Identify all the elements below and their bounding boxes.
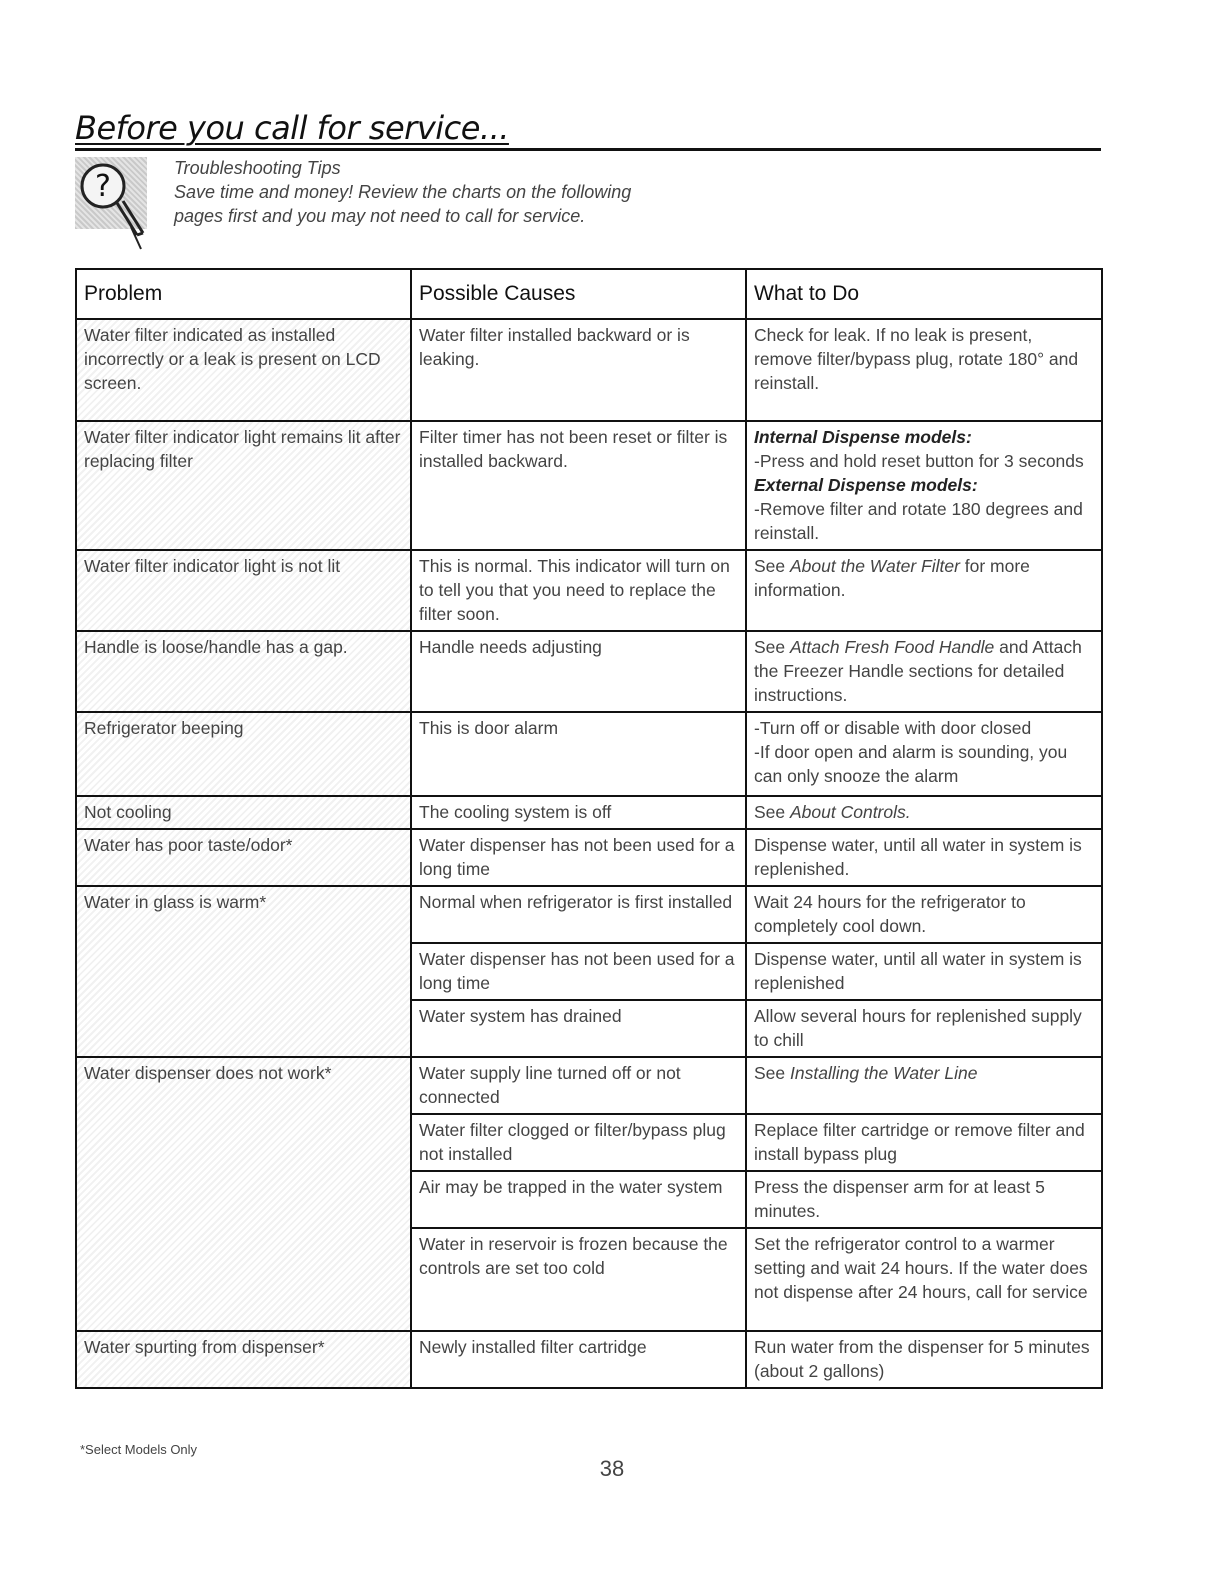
troubleshooting-table: [75, 268, 1103, 1389]
table-row: [76, 886, 1102, 943]
table-row: [76, 631, 1102, 712]
todo-cell: [746, 712, 1102, 796]
problem-cell: Refrigerator beeping: [76, 712, 411, 796]
todo-text: See: [754, 802, 790, 822]
troubleshooting-tips: [174, 156, 774, 228]
problem-cell: Handle is loose/handle has a gap.: [76, 631, 411, 712]
table-row: [76, 319, 1102, 421]
todo-cell: Set the refrigerator control to a warmer setting and wait 24 hours. If the water does not dispense after 24 hours, call for service: [746, 1228, 1102, 1331]
table-row: [76, 550, 1102, 631]
cause-cell: This is door alarm: [411, 712, 746, 796]
cause-cell: The cooling system is off: [411, 796, 746, 829]
cause-cell: Newly installed filter cartridge: [411, 1331, 746, 1388]
cause-cell: Water system has drained: [411, 1000, 746, 1057]
todo-cell: [746, 550, 1102, 631]
footnote: *Select Models Only: [80, 1442, 198, 1457]
todo-cell: Allow several hours for replenished supply to chill: [746, 1000, 1102, 1057]
todo-line: -Turn off or disable with door closed: [754, 718, 1032, 738]
todo-line: -Press and hold reset button for 3 seconds: [754, 451, 1084, 471]
todo-text: See: [754, 1063, 790, 1083]
page-title: Before you call for service...: [75, 108, 1101, 151]
table-row: [76, 1057, 1102, 1114]
todo-cell: [746, 421, 1102, 550]
cause-cell: Water dispenser has not been used for a long time: [411, 829, 746, 886]
todo-heading-internal: Internal Dispense models:: [754, 427, 972, 447]
problem-cell: Not cooling: [76, 796, 411, 829]
todo-cell: Press the dispenser arm for at least 5 minutes.: [746, 1171, 1102, 1228]
todo-reference: Installing the Water Line: [790, 1063, 978, 1083]
todo-cell: Wait 24 hours for the refrigerator to completely cool down.: [746, 886, 1102, 943]
problem-cell: Water filter indicator light is not lit: [76, 550, 411, 631]
column-header-what-to-do: What to Do: [746, 269, 1102, 319]
tips-intro-line2: pages first and you may not need to call for service.: [174, 206, 586, 226]
todo-heading-external: External Dispense models:: [754, 475, 978, 495]
cause-cell: Normal when refrigerator is first installed: [411, 886, 746, 943]
cause-cell: Filter timer has not been reset or filter is installed backward.: [411, 421, 746, 550]
column-header-problem: Problem: [76, 269, 411, 319]
todo-cell: Dispense water, until all water in system is replenished: [746, 943, 1102, 1000]
table-row: [76, 829, 1102, 886]
cause-cell: Water filter clogged or filter/bypass plug not installed: [411, 1114, 746, 1171]
svg-text:?: ?: [95, 169, 111, 204]
table-row: [76, 712, 1102, 796]
cause-cell: This is normal. This indicator will turn on to tell you that you need to replace the filter soon.: [411, 550, 746, 631]
cause-cell: Water supply line turned off or not connected: [411, 1057, 746, 1114]
todo-reference: Attach Fresh Food Handle: [790, 637, 995, 657]
problem-cell: Water in glass is warm*: [76, 886, 411, 1057]
cause-cell: Water filter installed backward or is leaking.: [411, 319, 746, 421]
table-row: [76, 421, 1102, 550]
cause-cell: Handle needs adjusting: [411, 631, 746, 712]
todo-cell: Dispense water, until all water in system is replenished.: [746, 829, 1102, 886]
cause-cell: Water in reservoir is frozen because the controls are set too cold: [411, 1228, 746, 1331]
todo-line: -Remove filter and rotate 180 degrees and reinstall.: [754, 499, 1083, 543]
table-row: [76, 796, 1102, 829]
todo-reference: About Controls.: [790, 802, 911, 822]
cause-cell: Water dispenser has not been used for a long time: [411, 943, 746, 1000]
todo-text: See: [754, 637, 790, 657]
todo-text: and Attach the Freezer Handle sections for detailed instructions.: [754, 637, 1082, 705]
todo-text: for more information.: [754, 556, 1030, 600]
problem-cell: Water filter indicator light remains lit after replacing filter: [76, 421, 411, 550]
todo-cell: Run water from the dispenser for 5 minutes (about 2 gallons): [746, 1331, 1102, 1388]
todo-cell: Check for leak. If no leak is present, remove filter/bypass plug, rotate 180° and reinstall.: [746, 319, 1102, 421]
todo-reference: About the Water Filter: [790, 556, 960, 576]
todo-cell: [746, 796, 1102, 829]
todo-cell: Replace filter cartridge or remove filter and install bypass plug: [746, 1114, 1102, 1171]
cause-cell: Air may be trapped in the water system: [411, 1171, 746, 1228]
todo-line: -If door open and alarm is sounding, you can only snooze the alarm: [754, 742, 1068, 786]
todo-cell: [746, 631, 1102, 712]
problem-cell: Water spurting from dispenser*: [76, 1331, 411, 1388]
page-number: 38: [599, 1456, 625, 1481]
table-row: [76, 1331, 1102, 1388]
problem-cell: Water filter indicated as installed incorrectly or a leak is present on LCD screen.: [76, 319, 411, 421]
table-header-row: [76, 269, 1102, 319]
tips-subtitle: Troubleshooting Tips: [174, 158, 341, 178]
problem-cell: Water dispenser does not work*: [76, 1057, 411, 1331]
todo-text: See: [754, 556, 790, 576]
column-header-causes: Possible Causes: [411, 269, 746, 319]
tips-intro-line1: Save time and money! Review the charts on the following: [174, 182, 632, 202]
todo-cell: [746, 1057, 1102, 1114]
question-magnifier-icon: [75, 157, 147, 229]
problem-cell: Water has poor taste/odor*: [76, 829, 411, 886]
